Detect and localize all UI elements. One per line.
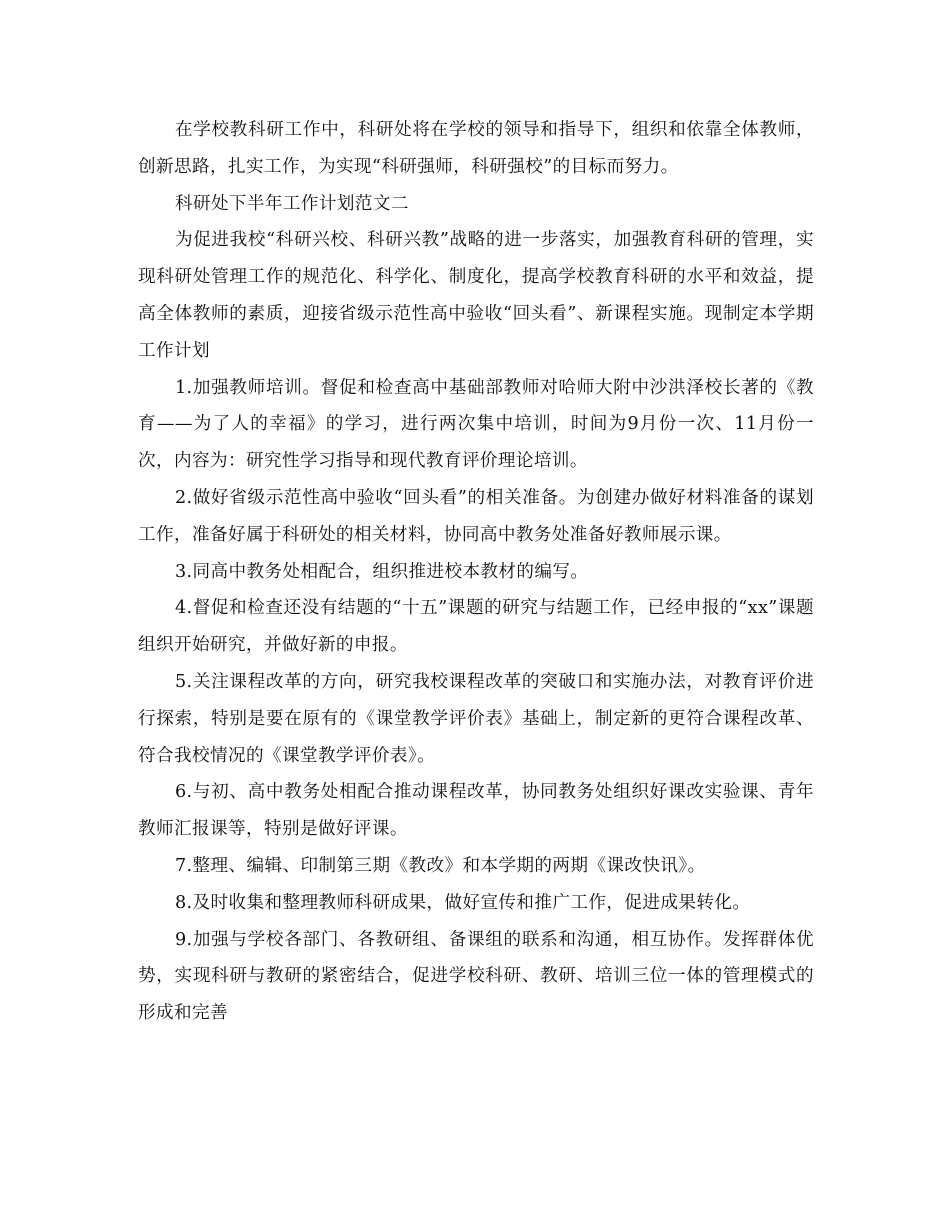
plan-item-7: 7.整理、编辑、印制第三期《教改》和本学期的两期《课改快讯》。 [174,855,706,876]
plan-item-4: 4.督促和检查还没有结题的“十五”课题的研究与结题工作，已经申报的“xx”课题组织开始研究，并做好新的申报。 [138,598,814,656]
document-body [138,112,814,1032]
section-heading: 科研处下半年工作计划范文二 [174,193,409,214]
plan-item-5: 5.关注课程改革的方向，研究我校课程改革的突破口和实施办法，对教育评价进行探索，特别是要在原有的《课堂教学评价表》基础上，制定新的更符合课程改革、符合我校情况的《课堂教学评价表》。 [138,671,814,766]
paragraph-purpose: 为促进我校“科研兴校、科研兴教”战略的进一步落实，加强教育科研的管理，实现科研处管理工作的规范化、科学化、制度化，提高学校教育科研的水平和效益，提高全体教师的素质，迎接省级示范性高中验收“回头看”、新课程实施。现制定本学期工作计划 [138,230,814,361]
paragraph-intro: 在学校教科研工作中，科研处将在学校的领导和指导下，组织和依靠全体教师，创新思路，扎实工作，为实现“科研强师，科研强校”的目标而努力。 [138,120,814,177]
plan-item-8: 8.及时收集和整理教师科研成果，做好宣传和推广工作，促进成果转化。 [174,892,751,913]
plan-item-6: 6.与初、高中教务处相配合推动课程改革，协同教务处组织好课改实验课、青年教师汇报课等，特别是做好评课。 [138,782,814,840]
plan-item-2: 2.做好省级示范性高中验收“回头看”的相关准备。为创建办做好材料准备的谋划工作，准备好属于科研处的相关材料，协同高中教务处准备好教师展示课。 [138,487,814,545]
plan-item-3: 3.同高中教务处相配合，组织推进校本教材的编写。 [174,561,589,582]
plan-item-1: 1.加强教师培训。督促和检查高中基础部教师对哈师大附中沙洪泽校长著的《教育——为了人的幸福》的学习，进行两次集中培训，时间为9月份一次、11月份一次，内容为：研究性学习指导和现代教育评价理论培训。 [138,377,814,472]
plan-item-9: 9.加强与学校各部门、各教研组、备课组的联系和沟通，相互协作。发挥群体优势，实现科研与教研的紧密结合，促进学校科研、教研、培训三位一体的管理模式的形成和完善 [138,929,814,1024]
